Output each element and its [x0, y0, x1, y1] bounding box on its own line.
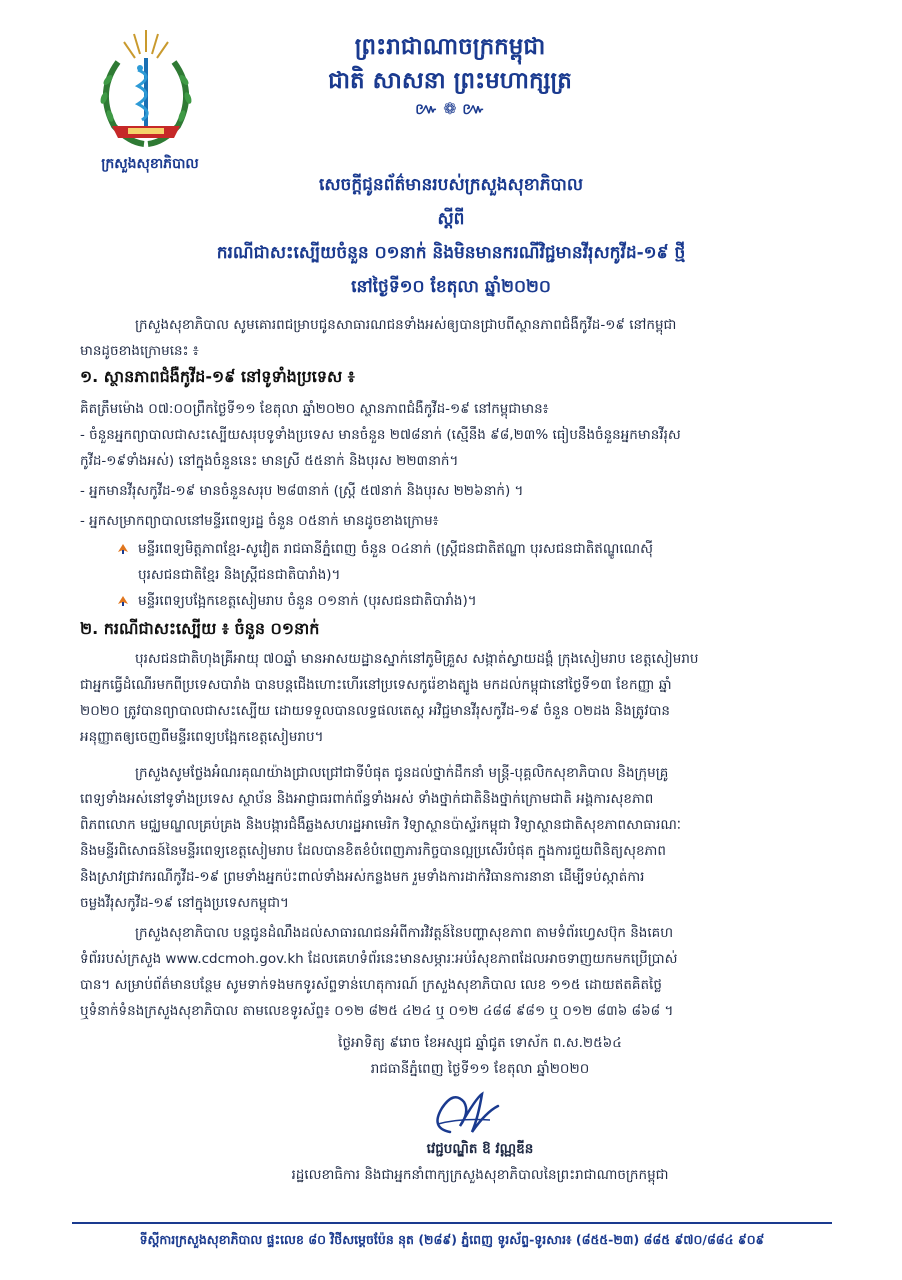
intro-line-1: ក្រសួងសុខាភិបាល សូមគោរពជម្រាបជូនសាធារណជនទាំងអស់ឲ្យបានជ្រាបពីស្ថានភាពជំងឺកូវីដ-១៩ នៅកម្ពុជា [135, 317, 677, 333]
intro-line-2: មានដូចខាងក្រោមនេះ ៖ [80, 343, 199, 359]
signatory-position: រដ្ឋលេខាធិការ និងជាអ្នកនាំពាក្យក្រសួងសុខាភិបាលនៃព្រះរាជាណាចក្រកម្ពុជា [291, 1167, 669, 1183]
signatory-name: វេជ្ជបណ្ឌិត ឱ វណ្ណឌីន [426, 1141, 534, 1157]
section-1-line: - អ្នកមានវីរុសកូវីដ-១៩ មានចំនួនសរុប ២៨៣នាក់ (ស្ត្រី ៥៧នាក់ និងបុរស ២២៦នាក់) ។ [80, 483, 524, 499]
section-2-line: អនុញ្ញាតឲ្យចេញពីមន្ទីរពេទ្យបង្អែកខេត្តសៀមរាប។ [80, 729, 324, 745]
bullet-line: មន្ទីរពេទ្យមិត្តភាពខ្មែរ-សូវៀត រាជធានីភ្នំពេញ ចំនួន ០៤នាក់ (ស្ត្រីជនជាតិឥណ្ឌា បុរសជនជាតិឥណ្ឌូណេស៊ី [138, 541, 653, 557]
bullet-line: បុរសជនជាតិខ្មែរ និងស្ត្រីជនជាតិបារាំង)។ [138, 567, 341, 583]
title-line-1: សេចក្តីជូនព័ត៌មានរបស់ក្រសួងសុខាភិបាល [318, 175, 584, 195]
kingdom-header [300, 30, 600, 120]
section-2-line: ២០២០ ត្រូវបានព្យាបាលជាសះស្បើយ ដោយទទួលបានលទ្ធផលតេស្ត អវិជ្ជមានវីរុសកូវីដ-១៩ ចំនួន ០២ដង និងត្រូវបាន [80, 703, 670, 719]
list-item [90, 588, 830, 614]
lunar-date: ថ្ងៃអាទិត្យ ៩រោច ខែអស្សុជ ឆ្នាំជូត ទោស័ក ព.ស.២៥៦៤ [338, 1035, 622, 1051]
thanks-line: ពេទ្យទាំងអស់នៅទូទាំងប្រទេស ស្ថាប័ន និងអាជ្ញាធរពាក់ព័ន្ធទាំងអស់ ទាំងថ្នាក់ជាតិនិងថ្នាក់ក្រោមជាតិ អង្គការសុខភាព [80, 791, 654, 807]
thanks-line: ពិភពលោក មជ្ឈមណ្ឌលគ្រប់គ្រង និងបង្ការជំងឺឆ្លងសហរដ្ឋអាមេរិក វិទ្យាស្ថានប៉ាស្ទ័រកម្ពុជា វិទ្យាស្ថានជាតិសុខភាពសាធារណៈ [80, 817, 681, 833]
title-line-2: ស្តីពី [437, 209, 465, 229]
thanks-line: ចម្លងវីរុសកូវីដ-១៩ នៅក្នុងប្រទេសកម្ពុជា។ [80, 895, 289, 911]
section-1-line: - អ្នកសម្រាកព្យាបាលនៅមន្ទីរពេទ្យរដ្ឋ ចំនួន ០៥នាក់ មានដូចខាងក្រោម៖ [80, 513, 439, 529]
bullet-line: មន្ទីរពេទ្យបង្អែកខេត្តសៀមរាប ចំនួន ០១នាក់ (បុរសជនជាតិបារាំង)។ [138, 593, 477, 609]
thanks-line: និងមន្ទីរពិសោធន៍នៃមន្ទីរពេទ្យខេត្តសៀមរាប ដែលបានខិតខំបំពេញភារកិច្ចបានល្អប្រសើរបំផុត ក្នុងការជួយពិនិត្យសុខភាព [80, 843, 666, 859]
thanks-line: និងស្រាវជ្រាវករណីកូវីដ-១៩ ព្រមទាំងអ្នកប៉ះពាល់ទាំងអស់កន្លងមក រួមទាំងការដាក់វិធានការនានា ដើម្បីទប់ស្កាត់ការ [80, 869, 645, 885]
title-line-3: ករណីជាសះស្បើយចំនួន ០១នាក់ និងមិនមានករណីវិជ្ជមានវីរុសកូវីដ-១៩ ថ្មី [216, 243, 686, 263]
section-2-line: បុរសជនជាតិហុងគ្រីអាយុ ៧០ឆ្នាំ មានអាសយដ្ឋានស្នាក់នៅភូមិគ្រួស សង្កាត់ស្វាយដង្គំ ក្រុងសៀមរាប ខេត្តសៀមរាប [135, 651, 699, 667]
footer-address: ទីស្តីការក្រសួងសុខាភិបាល ផ្ទះលេខ ៨០ វិថីសម្តេចប៉ែន នុត (២៨៩) ភ្នំពេញ ទូរស័ព្ទ-ទូរសារ៖ (៨៥៥-២៣) ៨៨៥ ៩៧០/៨៨៤ ៩០៩ [139, 1232, 765, 1247]
national-motto: ជាតិ សាសនា ព្រះមហាក្សត្រ [328, 68, 572, 94]
section-2-heading: ២. ករណីជាសះស្បើយ ៖ ចំនួន ០១នាក់ [80, 619, 320, 638]
title-line-4: នៅថ្ងៃទី១០ ខែតុលា ឆ្នាំ២០២០ [351, 277, 551, 297]
section-2-line: ជាអ្នកធ្វើដំណើរមកពីប្រទេសបារាំង បានបន្តជើងហោះហើរនៅប្រទេសកូរ៉េខាងត្បូង មកដល់កម្ពុជានៅថ្ងៃទី១៣ ខែកញ្ញា ឆ្នាំ [80, 677, 672, 693]
thanks-line: ក្រសួងសូមថ្លែងអំណរគុណយ៉ាងជ្រាលជ្រៅជាទីបំផុត ជូនដល់ថ្នាក់ដឹកនាំ មន្ត្រី-បុគ្គលិកសុខាភិបាល និងក្រុមគ្រូ [135, 765, 669, 781]
notice-line: ទំព័ររបស់ក្រសួង www.cdcmoh.gov.kh ដែលគេហទំព័រនេះមានសម្ភារៈអប់រំសុខភាពដែលអាចទាញយកមកប្រើប្រាស់ [80, 951, 678, 967]
notice-line: ឬទំនាក់ទំនងក្រសួងសុខាភិបាល តាមលេខទូរស័ព្ទ៖ ០១២ ៨២៥ ៤២៤ ឬ ០១២ ៤៨៨ ៩៨១ ឬ ០១២ ៨៣៦ ៨៦៨ ។ [80, 1003, 674, 1019]
ornament-divider: ៚ ❁ ៚ [415, 99, 485, 118]
signature-icon [420, 1088, 510, 1140]
section-1-line: គិតត្រឹមម៉ោង ០៧:០០ព្រឹកថ្ងៃទី១១ ខែតុលា ឆ្នាំ២០២០ ស្ថានភាពជំងឺកូវីដ-១៩ នៅកម្ពុជាមាន៖ [80, 401, 549, 417]
section-1-line: - ចំនួនអ្នកព្យាបាលជាសះស្បើយសរុបទូទាំងប្រទេស មានចំនួន ២៧៨នាក់ (ស្មើនឹង ៩៨,២៣% ធៀបនឹងចំនួនអ្នកមានវីរុស [80, 427, 681, 443]
arrow-bullet-icon [118, 544, 128, 554]
section-1-heading: ១. ស្ថានភាពជំងឺកូវីដ-១៩ នៅទូទាំងប្រទេស ៖ [80, 367, 355, 386]
list-item [90, 536, 830, 588]
ministry-emblem-icon [88, 22, 204, 158]
footer-divider [72, 1222, 832, 1224]
ministry-name: ក្រសួងសុខាភិបាល [101, 156, 199, 172]
section-1-line: កូវីដ-១៩ទាំងអស់) នៅក្នុងចំនួននេះ មានស្រី ៥៥នាក់ និងបុរស ២២៣នាក់។ [80, 453, 459, 469]
notice-line: ក្រសួងសុខាភិបាល បន្តជូនដំណឹងដល់សាធារណជនអំពីការវិវត្តន៍នៃបញ្ហាសុខភាព តាមទំព័រហ្វេសប៊ុក និងគេហ [135, 925, 674, 941]
document-title [150, 168, 752, 304]
notice-line: បាន។ សម្រាប់ព័ត៌មានបន្ថែម សូមទាក់ទងមកទូរស័ព្ទទាន់ហេតុការណ៍ ក្រសួងសុខាភិបាល លេខ ១១៥ ដោយឥតគិតថ្លៃ [80, 977, 662, 993]
kingdom-name: ព្រះរាជាណាចក្រកម្ពុជា [354, 34, 546, 60]
arrow-bullet-icon [118, 596, 128, 606]
solar-date: រាជធានីភ្នំពេញ ថ្ងៃទី១១ ខែតុលា ឆ្នាំ២០២០ [370, 1061, 590, 1077]
